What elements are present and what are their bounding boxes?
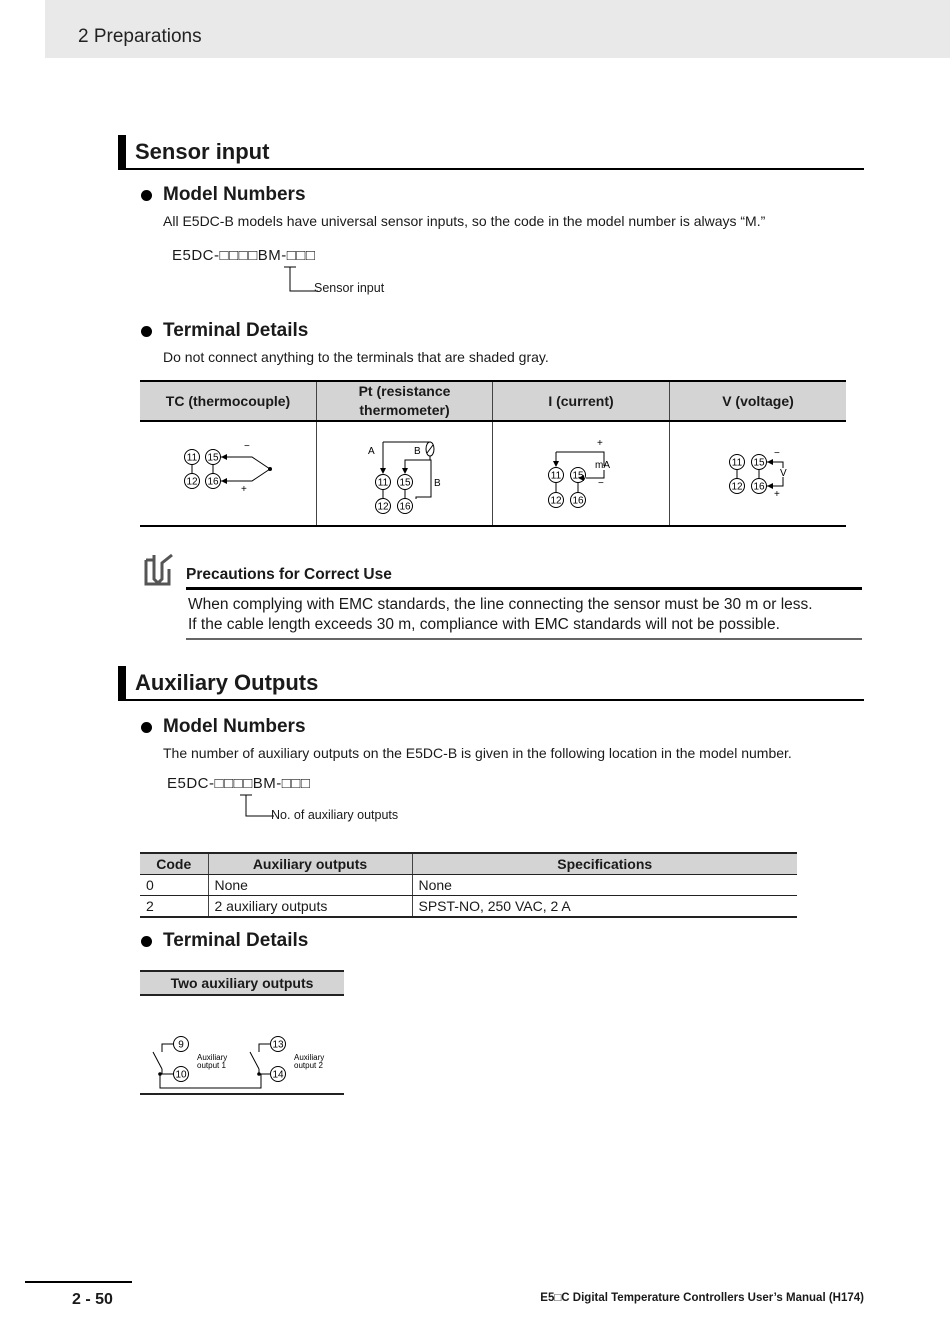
svg-text:+: + — [774, 489, 780, 500]
section-title-sensor-input: Sensor input — [135, 139, 270, 164]
cell: SPST-NO, 250 VAC, 2 A — [412, 896, 797, 918]
section-rule — [118, 168, 864, 170]
svg-text:−: − — [244, 441, 250, 452]
col-header-tc: TC (thermocouple) — [140, 381, 317, 421]
svg-text:16: 16 — [753, 481, 765, 493]
cell: None — [412, 875, 797, 896]
svg-text:15: 15 — [207, 452, 219, 464]
svg-text:11: 11 — [550, 470, 562, 482]
svg-text:11: 11 — [377, 477, 389, 489]
svg-text:mA: mA — [595, 460, 610, 471]
svg-text:15: 15 — [572, 470, 584, 482]
subheading-model-numbers: Model Numbers — [163, 716, 306, 737]
resistance-thermometer-diagram — [317, 422, 492, 522]
svg-text:9: 9 — [178, 1039, 184, 1051]
precaution-icon — [144, 553, 176, 587]
model-numbers-text: All E5DC-B models have universal sensor inputs, so the code in the model number is always “M.” — [163, 213, 766, 229]
callout-aux-outputs: No. of auxiliary outputs — [271, 808, 399, 822]
bullet-icon — [141, 190, 152, 201]
svg-text:12: 12 — [731, 481, 743, 493]
thermocouple-diagram — [140, 422, 316, 522]
svg-text:15: 15 — [753, 457, 765, 469]
chapter-title: 2 Preparations — [78, 26, 202, 47]
precautions-line-1: When complying with EMC standards, the line connecting the sensor must be 30 m or less. — [188, 596, 813, 613]
footer-rule — [25, 1281, 132, 1283]
svg-text:14: 14 — [272, 1069, 284, 1081]
svg-text:12: 12 — [377, 501, 389, 513]
page-number: 2 - 50 — [72, 1291, 113, 1308]
aux-model-numbers-text: The number of auxiliary outputs on the E5DC-B is given in the following location in the model number. — [163, 745, 792, 761]
svg-text:output 1: output 1 — [197, 1061, 226, 1070]
terminal-details-text: Do not connect anything to the terminals that are shaded gray. — [163, 349, 549, 365]
svg-text:16: 16 — [207, 476, 219, 488]
bullet-icon — [141, 722, 152, 733]
precautions-title: Precautions for Correct Use — [186, 566, 392, 583]
col-header-v: V (voltage) — [670, 381, 847, 421]
cell: 2 auxiliary outputs — [208, 896, 412, 918]
svg-text:+: + — [597, 438, 603, 449]
svg-text:12: 12 — [186, 476, 198, 488]
col-header-pt: Pt (resistance thermometer) — [317, 381, 493, 421]
svg-text:output 2: output 2 — [294, 1061, 323, 1070]
svg-text:B: B — [414, 446, 421, 457]
svg-text:15: 15 — [399, 477, 411, 489]
svg-text:Auxiliary: Auxiliary — [197, 1053, 228, 1062]
aux-outputs-table — [140, 852, 797, 918]
table-row — [140, 875, 797, 896]
pt-diagram-cell — [317, 421, 493, 526]
svg-text:10: 10 — [175, 1069, 187, 1081]
aux-model-code: E5DC-□□□□BM-□□□ — [167, 775, 311, 792]
svg-text:11: 11 — [186, 452, 198, 464]
svg-text:Auxiliary: Auxiliary — [294, 1053, 325, 1062]
svg-text:11: 11 — [731, 457, 743, 469]
subheading-model-numbers: Model Numbers — [163, 184, 306, 205]
precautions-rule-bottom — [186, 638, 862, 640]
sensor-terminal-table — [140, 380, 846, 527]
svg-text:−: − — [598, 478, 604, 489]
svg-text:16: 16 — [399, 501, 411, 513]
svg-text:12: 12 — [550, 495, 562, 507]
callout-sensor-input: Sensor input — [314, 281, 385, 295]
section-title-auxiliary-outputs: Auxiliary Outputs — [135, 670, 319, 695]
section-marker — [118, 666, 126, 700]
precautions-line-2: If the cable length exceeds 30 m, compliance with EMC standards will not be possible. — [188, 616, 780, 633]
bullet-icon — [141, 326, 152, 337]
subheading-terminal-details: Terminal Details — [163, 320, 309, 341]
col-header-two-aux: Two auxiliary outputs — [140, 971, 344, 995]
model-code: E5DC-□□□□BM-□□□ — [172, 247, 316, 264]
current-diagram — [493, 422, 669, 522]
svg-text:A: A — [368, 446, 375, 457]
subheading-terminal-details: Terminal Details — [163, 930, 309, 951]
precautions-rule-top — [186, 587, 862, 590]
aux-diagram-cell — [140, 995, 344, 1094]
manual-title: E5□C Digital Temperature Controllers User’s Manual (H174) — [540, 1292, 864, 1304]
svg-text:16: 16 — [572, 495, 584, 507]
svg-text:+: + — [241, 484, 247, 495]
bullet-icon — [141, 936, 152, 947]
cell: None — [208, 875, 412, 896]
svg-text:13: 13 — [272, 1039, 284, 1051]
i-diagram-cell — [493, 421, 670, 526]
section-rule — [118, 699, 864, 701]
aux-output-diagram — [140, 996, 344, 1090]
table-row — [140, 896, 797, 918]
svg-text:−: − — [774, 448, 780, 459]
aux-col-code: Code — [140, 853, 208, 875]
cell: 2 — [140, 896, 208, 918]
aux-terminal-table — [140, 970, 344, 1095]
v-diagram-cell — [670, 421, 847, 526]
section-marker — [118, 135, 126, 169]
cell: 0 — [140, 875, 208, 896]
aux-col-outputs: Auxiliary outputs — [208, 853, 412, 875]
tc-diagram-cell — [140, 421, 317, 526]
svg-text:V: V — [780, 468, 787, 479]
aux-col-specs: Specifications — [412, 853, 797, 875]
col-header-i: I (current) — [493, 381, 670, 421]
voltage-diagram — [670, 422, 846, 522]
svg-text:B: B — [434, 478, 441, 489]
